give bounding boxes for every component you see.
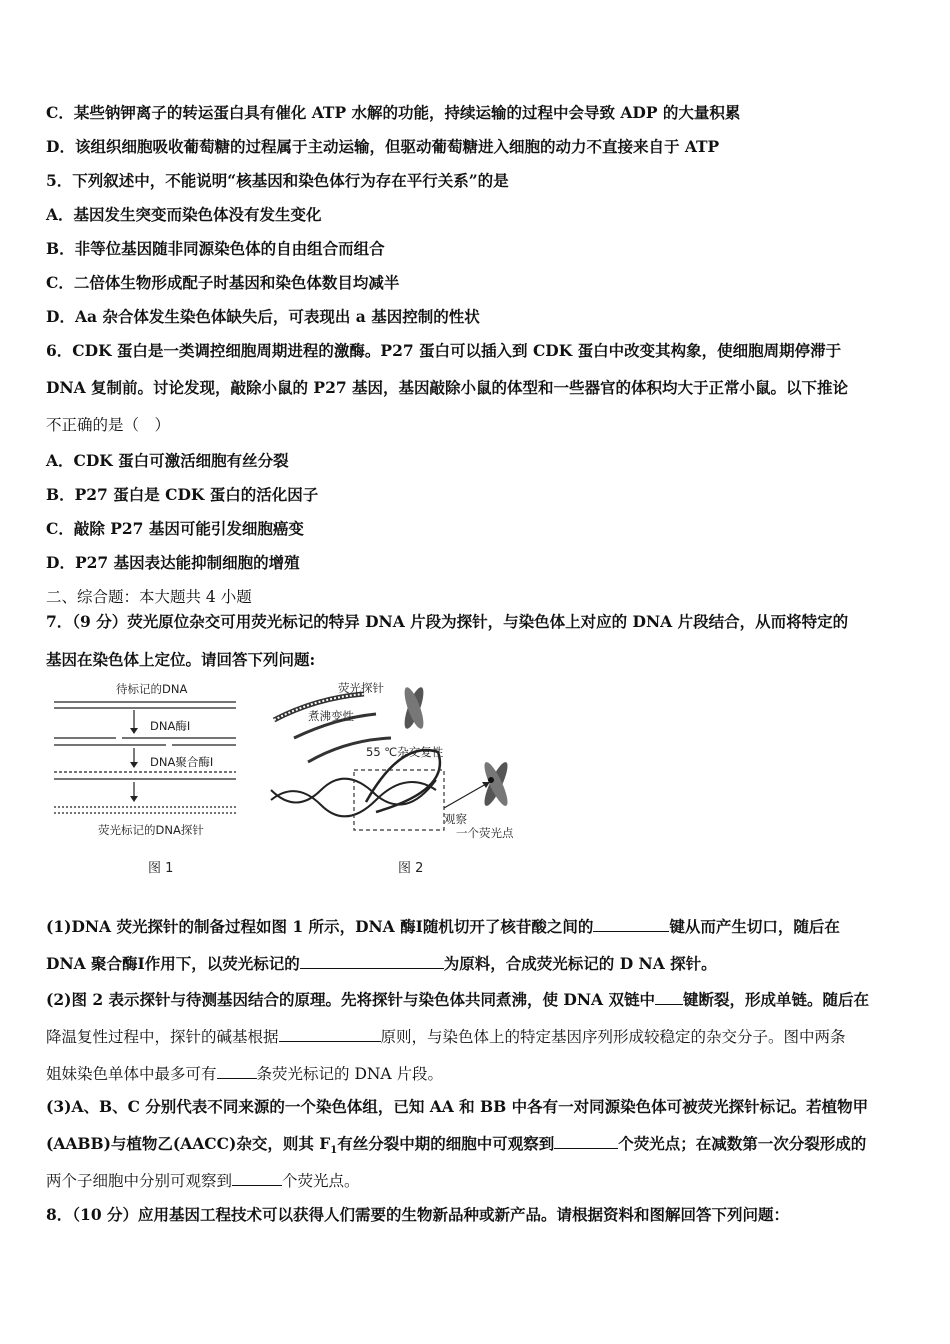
figure-2-hybridization-principle (271, 681, 514, 876)
answer-blank[interactable] (554, 1134, 618, 1149)
fig2-probe-label: 荧光探针 (338, 681, 384, 695)
fig2-observe-label: 观察 (444, 812, 467, 826)
fig2-caption: 图 2 (398, 861, 424, 876)
q4-option-d: D．该组织细胞吸收葡萄糖的过程属于主动运输，但驱动葡萄糖进入细胞的动力不直接来自于 ATP (46, 137, 720, 156)
q7-part2-line2: 降温复性过程中，探针的碱基根据 原则，与染色体上的特定基因序列形成较稳定的杂交分子。图中两条 (46, 1028, 846, 1046)
q5-option-a: A．基因发生突变而染色体没有发生变化 (46, 205, 322, 224)
q7-figures (46, 680, 546, 880)
q7-part1-line1: (1)DNA 荧光探针的制备过程如图 1 所示，DNA 酶Ⅰ随机切开了核苷酸之间的 键从而产生切口，随后在 (46, 917, 840, 936)
q5-option-b: B．非等位基因随非同源染色体的自由组合而组合 (46, 239, 385, 258)
q7-part2-line3: 姐妹染色单体中最多可有 条荧光标记的 DNA 片段。 (46, 1065, 444, 1083)
q6-stem-line2: DNA 复制前。讨论发现，敲除小鼠的 P27 基因，基因敲除小鼠的体型和一些器官的体积均大于正常小鼠。以下推论 (46, 378, 849, 397)
section-2-heading: 二、综合题：本大题共 4 小题 (46, 588, 252, 606)
q5-option-c: C．二倍体生物形成配子时基因和染色体数目均减半 (46, 273, 400, 292)
q6-option-c: C．敲除 P27 基因可能引发细胞癌变 (46, 519, 304, 538)
q6-option-b: B．P27 蛋白是 CDK 蛋白的活化因子 (46, 485, 319, 504)
answer-blank[interactable] (655, 990, 683, 1005)
answer-blank[interactable] (217, 1064, 257, 1079)
q7-part2-line1: (2)图 2 表示探针与待测基因结合的原理。先将探针与染色体共同煮沸，使 DNA 双链中 键断裂，形成单链。随后在 (46, 990, 869, 1009)
q5-stem: 5．下列叙述中，不能说明“核基因和染色体行为存在平行关系”的是 (46, 171, 509, 190)
q6-stem-line3: 不正确的是（ ） (46, 416, 171, 434)
fig1-step1-label: DNA酶Ⅰ (150, 719, 191, 733)
fig1-top-label: 待标记的DNA (116, 682, 188, 696)
fig2-anneal-label: 55 ℃杂交复性 (366, 745, 444, 759)
q7-part3-line1: (3)A、B、C 分别代表不同来源的一个染色体组，已知 AA 和 BB 中各有一对同源染色体可被荧光探针标记。若植物甲 (46, 1097, 869, 1116)
q7-part3-line3: 两个子细胞中分别可观察到 个荧光点。 (46, 1172, 360, 1190)
q4-option-c: C．某些钠钾离子的转运蛋白具有催化 ATP 水解的功能，持续运输的过程中会导致 ADP 的大量积累 (46, 103, 741, 122)
q7-part1-line2: DNA 聚合酶Ⅰ作用下，以荧光标记的 为原料，合成荧光标记的 D NA 探针。 (46, 954, 717, 973)
answer-blank[interactable] (300, 954, 444, 969)
answer-blank[interactable] (279, 1027, 381, 1042)
fig1-bottom-label: 荧光标记的DNA探针 (98, 823, 204, 837)
fig2-boil-label: 煮沸变性 (308, 709, 354, 723)
q6-stem-line1: 6．CDK 蛋白是一类调控细胞周期进程的激酶。P27 蛋白可以插入到 CDK 蛋白中改变其构象，使细胞周期停滞于 (46, 341, 842, 360)
fig1-step2-label: DNA聚合酶Ⅰ (150, 755, 214, 769)
q7-stem-line1: 7．（9 分）荧光原位杂交可用荧光标记的特异 DNA 片段为探针，与染色体上对应的 DNA 片段结合，从而将特定的 (46, 612, 849, 631)
answer-blank[interactable] (232, 1171, 282, 1186)
q5-option-d: D．Aa 杂合体发生染色体缺失后，可表现出 a 基因控制的性状 (46, 307, 480, 326)
figure-1-dna-probe-preparation (54, 682, 236, 876)
answer-blank[interactable] (593, 917, 669, 932)
q7-part3-line2: (AABB)与植物乙(AACC)杂交，则其 $F_1$有丝分裂中期的细胞中可观察到 个荧光点；在减数第一次分裂形成的 (46, 1134, 867, 1157)
q7-stem-line2: 基因在染色体上定位。请回答下列问题: (46, 650, 316, 669)
q6-option-a: A．CDK 蛋白可激活细胞有丝分裂 (46, 451, 289, 470)
q6-option-d: D．P27 基因表达能抑制细胞的增殖 (46, 553, 300, 572)
fig1-caption: 图 1 (148, 861, 174, 876)
q8-stem: 8．（10 分）应用基因工程技术可以获得人们需要的生物新品种或新产品。请根据资料和图解回答下列问题： (46, 1205, 790, 1224)
fig2-spot-label: 一个荧光点 (456, 826, 514, 840)
